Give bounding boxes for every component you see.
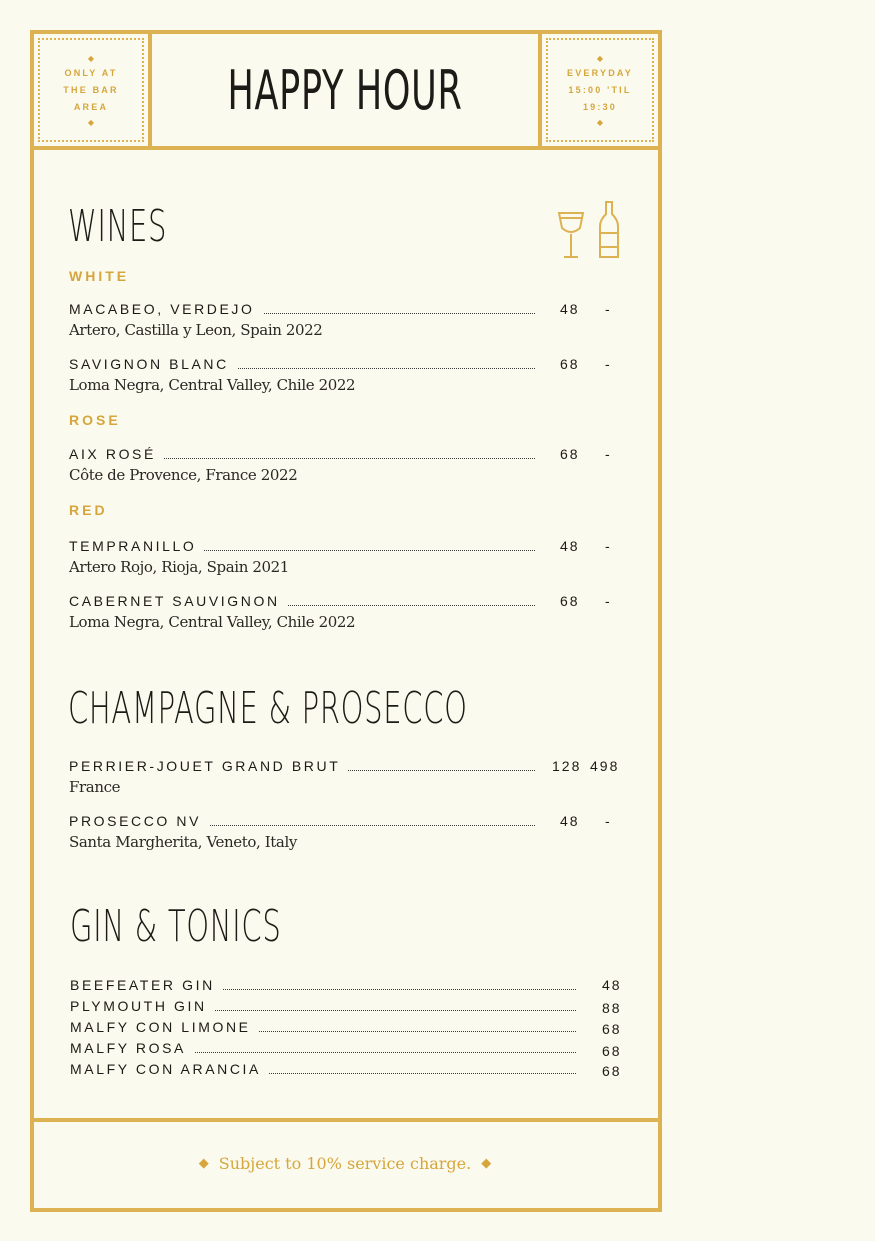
item-name: MALFY CON ARANCIA xyxy=(70,1061,269,1077)
gin-item xyxy=(70,977,875,997)
item-description: Artero, Castilla y Leon, Spain 2022 xyxy=(69,321,323,339)
menu-item xyxy=(69,356,875,396)
diamond-icon: ◆ xyxy=(87,117,95,127)
item-description: Artero Rojo, Rioja, Spain 2021 xyxy=(69,558,289,576)
item-name: CABERNET SAUVIGNON xyxy=(69,593,288,609)
service-charge-note xyxy=(34,1122,656,1204)
menu-item xyxy=(69,593,875,633)
gin-item xyxy=(70,1019,875,1039)
item-price: 68 xyxy=(602,1043,622,1059)
glass-price: 68 xyxy=(560,446,580,462)
item-description: Côte de Provence, France 2022 xyxy=(69,466,298,484)
bottle-price: - xyxy=(605,813,612,829)
item-description: Loma Negra, Central Valley, Chile 2022 xyxy=(69,613,356,631)
left-badge-box xyxy=(30,30,152,150)
glass-price: 128 xyxy=(552,758,582,774)
subheading-red: RED xyxy=(69,502,108,518)
item-price: 68 xyxy=(602,1021,622,1037)
subheading-rose: ROSE xyxy=(69,412,121,428)
subheading-white: WHITE xyxy=(69,268,130,284)
gin-item xyxy=(70,998,875,1018)
item-name: MACABEO, VERDEJO xyxy=(69,301,263,317)
menu-item xyxy=(69,758,875,798)
bottle-price: - xyxy=(605,538,612,554)
item-name: PLYMOUTH GIN xyxy=(70,998,215,1014)
service-charge-text: Subject to 10% service charge. xyxy=(218,1153,472,1173)
right-badge-box xyxy=(538,30,662,150)
item-name: MALFY CON LIMONE xyxy=(70,1019,259,1035)
bottle-price: - xyxy=(605,593,612,609)
gin-item xyxy=(70,1061,875,1081)
glass-price: 48 xyxy=(560,538,580,554)
diamond-icon: ◆ xyxy=(87,53,95,63)
diamond-icon: ◆ xyxy=(596,53,604,63)
section-title-wines: WINES xyxy=(68,201,168,252)
glass-price: 68 xyxy=(560,593,580,609)
diamond-icon: ◆ xyxy=(481,1155,492,1171)
section-title-champagne: CHAMPAGNE & PROSECCO xyxy=(68,683,468,734)
item-name: PROSECCO NV xyxy=(69,813,209,829)
item-price: 68 xyxy=(602,1063,622,1079)
section-title-gin: GIN & TONICS xyxy=(70,901,282,952)
glass-price: 48 xyxy=(560,813,580,829)
glass-price: 48 xyxy=(560,301,580,317)
bottle-price: - xyxy=(605,446,612,462)
menu-item xyxy=(69,813,875,853)
item-name: TEMPRANILLO xyxy=(69,538,204,554)
page-title: HAPPY HOUR xyxy=(227,58,463,122)
diamond-icon: ◆ xyxy=(198,1155,209,1171)
menu-item xyxy=(69,301,875,341)
gin-item xyxy=(70,1040,875,1060)
bottle-price: - xyxy=(605,301,612,317)
bottle-price: - xyxy=(605,356,612,372)
menu-item xyxy=(69,446,875,486)
item-description: France xyxy=(69,778,121,796)
bottle-price: 498 xyxy=(590,758,620,774)
item-name: SAVIGNON BLANC xyxy=(69,356,237,372)
item-name: AIX ROSÉ xyxy=(69,446,164,462)
diamond-icon: ◆ xyxy=(596,117,604,127)
item-name: PERRIER-JOUET GRAND BRUT xyxy=(69,758,348,774)
item-description: Santa Margherita, Veneto, Italy xyxy=(69,833,297,851)
item-price: 88 xyxy=(602,1000,622,1016)
item-price: 48 xyxy=(602,977,622,993)
item-name: MALFY ROSA xyxy=(70,1040,194,1056)
right-badge-text: EVERYDAY 15:00 'TIL 19:30 xyxy=(567,67,633,112)
item-description: Loma Negra, Central Valley, Chile 2022 xyxy=(69,376,356,394)
item-name: BEEFEATER GIN xyxy=(70,977,223,993)
glass-price: 68 xyxy=(560,356,580,372)
left-badge-text: ONLY AT THE BAR AREA xyxy=(63,67,119,112)
wine-bottle-icon xyxy=(598,200,620,260)
wine-glass-icon xyxy=(556,210,586,260)
menu-body-frame xyxy=(30,146,662,1122)
menu-item xyxy=(69,538,875,578)
